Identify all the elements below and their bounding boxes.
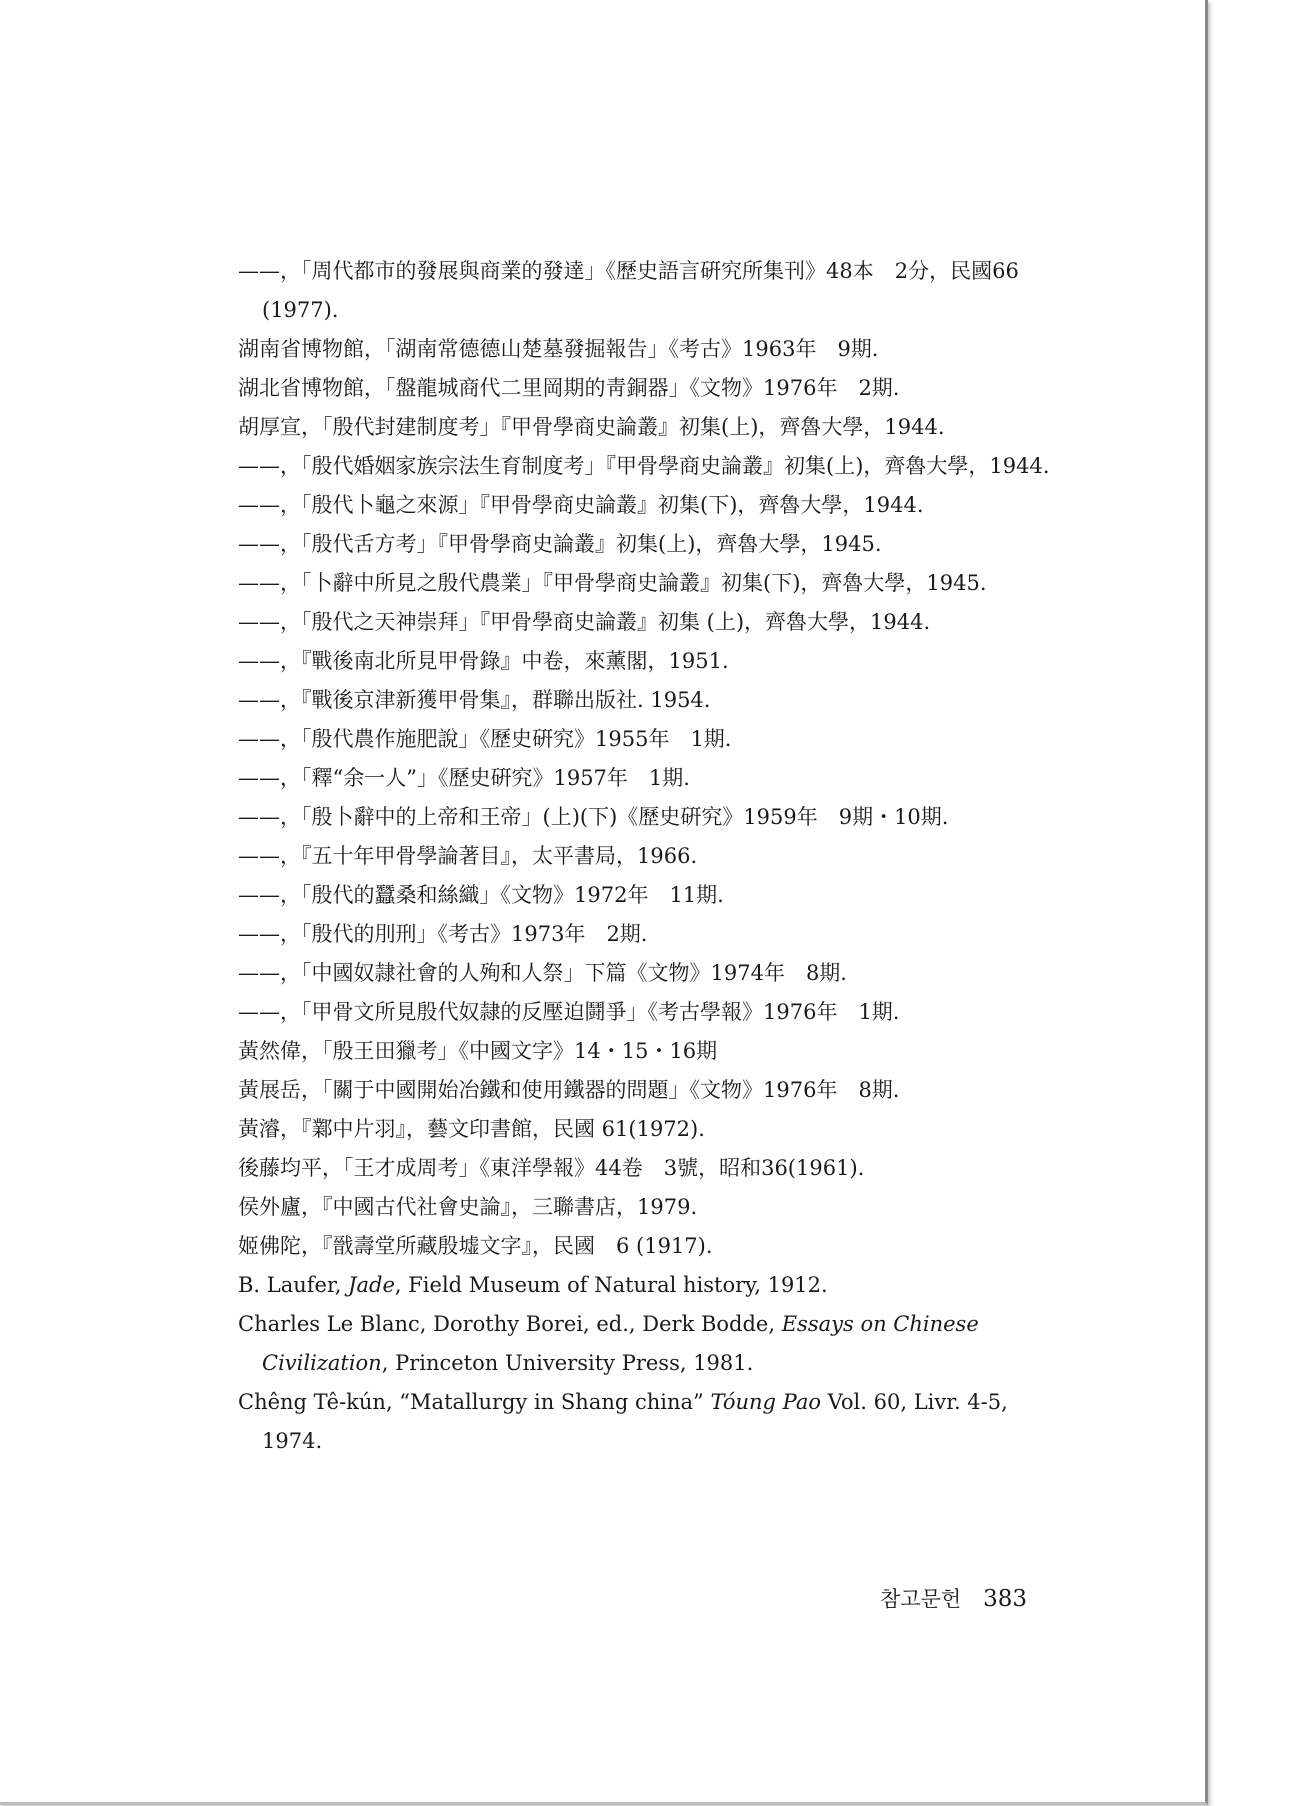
ref-publication: , Field Museum of Natural history, 1912.	[394, 1273, 828, 1297]
reference-entry: ——，「殷代農作施肥說」《歷史硏究》1955年 1期.	[238, 727, 732, 751]
page-footer	[880, 1583, 1027, 1613]
ref-author: Charles Le Blanc, Dorothy Borei, ed., Derk Bodde,	[238, 1312, 782, 1336]
reference-entry: ——，「卜辭中所見之殷代農業」『甲骨學商史論叢』初集(下)，齊魯大學，1945.	[238, 571, 987, 595]
footer-section-label: 참고문헌	[880, 1587, 962, 1611]
reference-entry: ——，「殷卜辭中的上帝和王帝」(上)(下)《歷史硏究》1959年 9期・10期.	[238, 805, 949, 829]
reference-entry: ——，「甲骨文所見殷代奴隷的反壓迫鬪爭」《考古學報》1976年 1期.	[238, 1000, 900, 1024]
reference-entry: ——，「殷代的蠶桑和絲織」《文物》1972年 11期.	[238, 883, 724, 907]
reference-entry: 後藤均平，「王才成周考」《東洋學報》44卷 3號，昭和36(1961).	[238, 1156, 865, 1180]
reference-entry: 姬佛陀，『戩壽堂所藏殷墟文字』，民國 6 (1917).	[238, 1234, 713, 1258]
reference-entry: ——，「周代都市的發展與商業的發達」《歷史語言硏究所集刊》48本 2分，民國66 (1977).	[238, 259, 1019, 322]
reference-entry: 黃展岳，「關于中國開始冶鐵和使用鐵器的問題」《文物》1976年 8期.	[238, 1078, 900, 1102]
reference-entry-latin	[238, 1266, 1058, 1305]
reference-entry: ——，「中國奴隷社會的人殉和人祭」下篇《文物》1974年 8期.	[238, 961, 847, 985]
reference-entry: ——，「釋“余一人”」《歷史硏究》1957年 1期.	[238, 766, 690, 790]
reference-entry: 黃濬，『鄴中片羽』，藝文印書館，民國 61(1972).	[238, 1117, 705, 1141]
ref-title: Essays on Chinese Civilization	[262, 1312, 979, 1375]
reference-entry: 湖南省博物館，「湖南常德德山楚墓發掘報告」《考古》1963年 9期.	[238, 337, 879, 361]
reference-entry: 湖北省博物館，「盤龍城商代二里岡期的靑銅器」《文物》1976年 2期.	[238, 376, 900, 400]
ref-publication: , Princeton University Press, 1981.	[381, 1351, 754, 1375]
ref-publication: Vol. 60, Livr. 4-5, 1974.	[262, 1390, 1008, 1453]
page-number: 383	[983, 1586, 1028, 1612]
ref-title: Tóung Pao	[710, 1390, 821, 1414]
reference-list	[238, 252, 1058, 1461]
reference-entry: ——，「殷代的刖刑」《考古》1973年 2期.	[238, 922, 648, 946]
reference-entry: ——，『戰後京津新獲甲骨集』，群聯出版社. 1954.	[238, 688, 711, 712]
reference-entry: ——，『戰後南北所見甲骨錄』中卷，來薰閣，1951.	[238, 649, 729, 673]
reference-entry: ——，『五十年甲骨學論著目』，太平書局，1966.	[238, 844, 698, 868]
reference-entry: 黃然偉，「殷王田獵考」《中國文字》14・15・16期	[238, 1039, 718, 1063]
ref-author: B. Laufer,	[238, 1273, 349, 1297]
reference-entry: ——，「殷代舌方考」『甲骨學商史論叢』初集(上)，齊魯大學，1945.	[238, 532, 882, 556]
reference-entry: 侯外廬，『中國古代社會史論』，三聯書店，1979.	[238, 1195, 698, 1219]
reference-entry: 胡厚宣，「殷代封建制度考」『甲骨學商史論叢』初集(上)，齊魯大學，1944.	[238, 415, 945, 439]
ref-title: Jade	[348, 1273, 395, 1297]
reference-entry-latin	[238, 1305, 1058, 1383]
ref-author: Chêng Tê-kún, “Matallurgy in Shang china”	[238, 1390, 711, 1414]
reference-entry-latin	[238, 1383, 1058, 1461]
reference-entry: ——，「殷代之天神崇拜」『甲骨學商史論叢』初集 (上)，齊魯大學，1944.	[238, 610, 931, 634]
reference-entry: ——，「殷代卜龜之來源」『甲骨學商史論叢』初集(下)，齊魯大學，1944.	[238, 493, 924, 517]
reference-entry: ——，「殷代婚姻家族宗法生育制度考」『甲骨學商史論叢』初集(上)，齊魯大學，1944.	[238, 454, 1050, 478]
